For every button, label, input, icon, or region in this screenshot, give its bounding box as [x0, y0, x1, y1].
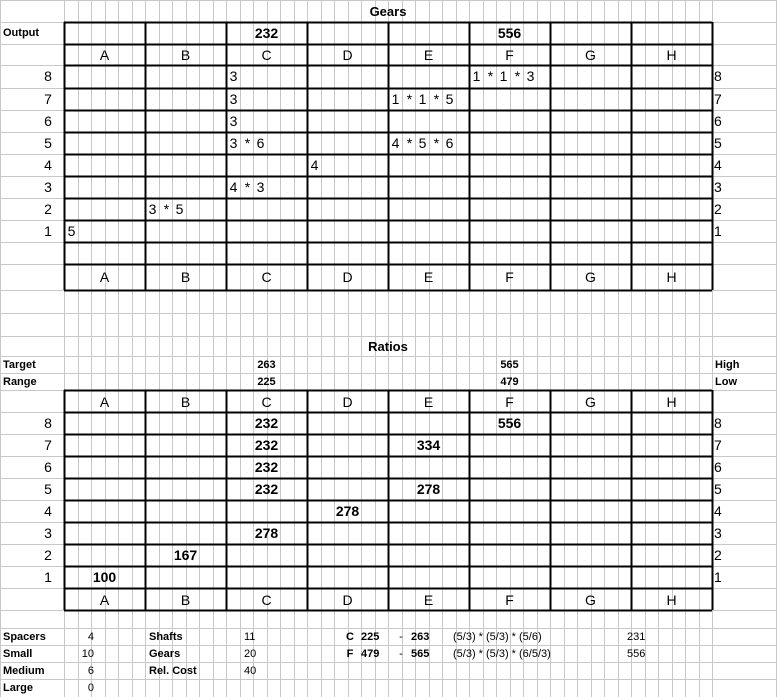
ratios-col-footer: F — [505, 592, 514, 608]
ratio-value: 232 — [254, 481, 279, 497]
ratios-row-label-left: 2 — [44, 547, 52, 563]
ratios-row-label-left: 6 — [44, 459, 52, 475]
gears-row-label-left: 3 — [44, 179, 52, 195]
ratios-row-label-right: 6 — [714, 459, 722, 475]
count-label: Small — [3, 648, 33, 660]
ratios-row-label-right: 2 — [714, 547, 722, 563]
ratios-col-footer: E — [423, 592, 434, 608]
ratios-col-header: D — [342, 394, 353, 410]
count-value: 0 — [87, 682, 94, 694]
gears-col-header: H — [666, 47, 677, 63]
ratios-col-header: G — [585, 394, 596, 410]
ratio-value: 334 — [416, 437, 441, 453]
gear-token: 3 — [229, 91, 238, 107]
ratio-value: 100 — [92, 569, 117, 585]
output-label: Output — [3, 27, 40, 39]
gear-token: * — [163, 201, 170, 217]
gear-token: 5 — [175, 201, 184, 217]
gear-token: 5 — [418, 135, 427, 151]
ratios-col-header: B — [180, 394, 191, 410]
output-value-c: 232 — [254, 25, 279, 41]
ratios-row-label-left: 8 — [44, 415, 52, 431]
gear-token: 1 — [499, 68, 508, 84]
ratios-col-footer: A — [99, 592, 110, 608]
gears-col-footer: D — [342, 269, 353, 285]
ratio-value: 232 — [254, 459, 279, 475]
total-value: 20 — [244, 648, 257, 660]
ratios-row-label-right: 8 — [714, 415, 722, 431]
ratios-row-label-right: 4 — [714, 503, 722, 519]
gears-row-label-right: 3 — [714, 179, 722, 195]
ratios-col-footer: H — [666, 592, 677, 608]
target-label: Target — [3, 359, 36, 371]
gear-token: * — [406, 135, 413, 151]
gears-col-footer: E — [423, 269, 434, 285]
high-label: High — [715, 359, 740, 371]
total-label: Shafts — [149, 631, 183, 643]
gear-token: 1 — [472, 68, 481, 84]
total-value: 11 — [244, 631, 256, 643]
ratios-row-label-right: 1 — [714, 569, 722, 585]
ratios-row-label-right: 7 — [714, 437, 722, 453]
count-label: Spacers — [3, 631, 46, 643]
formula-col: C — [346, 631, 354, 643]
ratios-row-label-right: 3 — [714, 525, 722, 541]
ratios-col-footer: D — [342, 592, 353, 608]
ratio-value: 167 — [173, 547, 198, 563]
range-value-c: 225 — [257, 376, 276, 388]
gears-col-footer: B — [180, 269, 191, 285]
ratio-value: 278 — [416, 481, 441, 497]
total-value: 40 — [244, 665, 257, 677]
gear-token: 5 — [67, 223, 76, 239]
formula-col: F — [346, 648, 354, 660]
gear-token: 6 — [445, 135, 454, 151]
ratios-col-header: E — [423, 394, 434, 410]
ratios-row-label-left: 4 — [44, 503, 52, 519]
formula-high: 565 — [411, 648, 430, 660]
gears-row-label-left: 4 — [44, 157, 52, 173]
ratio-value: 556 — [497, 415, 522, 431]
gears-row-label-right: 1 — [714, 223, 722, 239]
gears-col-header: B — [180, 47, 191, 63]
ratios-col-footer: B — [180, 592, 191, 608]
formula-low: 225 — [361, 631, 380, 643]
gear-token: * — [433, 91, 440, 107]
formula-expr: (5/3) * (5/3) * (5/6) — [453, 631, 542, 643]
gears-row-label-left: 5 — [44, 135, 52, 151]
count-label: Medium — [3, 665, 45, 677]
gears-col-footer: F — [505, 269, 514, 285]
gear-token: * — [487, 68, 494, 84]
gears-col-header: C — [261, 47, 272, 63]
gear-token: 3 — [526, 68, 535, 84]
count-label: Large — [3, 682, 33, 694]
gear-token: 3 — [229, 68, 238, 84]
gears-row-label-right: 8 — [714, 68, 722, 84]
gears-row-label-left: 6 — [44, 113, 52, 129]
ratios-col-footer: C — [261, 592, 272, 608]
ratios-row-label-left: 1 — [44, 569, 52, 585]
count-value: 4 — [87, 631, 94, 643]
gears-row-label-right: 2 — [714, 201, 722, 217]
gear-token: 4 — [310, 157, 319, 173]
ratios-col-header: F — [505, 394, 514, 410]
gear-token: 4 — [229, 179, 238, 195]
gear-token: 5 — [445, 91, 454, 107]
gear-token: 1 — [391, 91, 400, 107]
gears-row-label-right: 5 — [714, 135, 722, 151]
gear-token: 3 — [256, 179, 265, 195]
gears-col-footer: H — [666, 269, 677, 285]
output-value-f: 556 — [497, 25, 522, 41]
gears-col-header: G — [585, 47, 596, 63]
ratio-value: 278 — [254, 525, 279, 541]
gear-token: 3 — [229, 113, 238, 129]
gears-row-label-left: 8 — [44, 68, 52, 84]
gears-col-footer: C — [261, 269, 272, 285]
gear-token: 3 — [229, 135, 238, 151]
ratios-col-header: H — [666, 394, 677, 410]
gears-col-footer: G — [585, 269, 596, 285]
ratio-value: 232 — [254, 415, 279, 431]
ratios-row-label-left: 5 — [44, 481, 52, 497]
formula-high: 263 — [411, 631, 430, 643]
formula-dash: - — [399, 631, 403, 643]
gears-title: Gears — [369, 4, 407, 19]
gears-row-label-left: 7 — [44, 91, 52, 107]
ratios-title: Ratios — [368, 339, 408, 354]
gear-token: * — [514, 68, 521, 84]
gear-token: 1 — [418, 91, 427, 107]
formula-low: 479 — [361, 648, 380, 660]
ratios-row-label-right: 5 — [714, 481, 722, 497]
range-value-f: 479 — [500, 376, 519, 388]
gears-col-header: F — [505, 47, 514, 63]
formula-expr: (5/3) * (5/3) * (6/5/3) — [453, 648, 551, 660]
ratios-row-label-left: 3 — [44, 525, 52, 541]
gears-row-label-right: 4 — [714, 157, 722, 173]
target-value-f: 565 — [500, 359, 519, 371]
gear-token: * — [244, 179, 251, 195]
gear-token: 6 — [256, 135, 265, 151]
low-label: Low — [715, 376, 737, 388]
gear-token: * — [433, 135, 440, 151]
formula-result: 556 — [627, 648, 646, 660]
gears-row-label-right: 6 — [714, 113, 722, 129]
gears-row-label-left: 1 — [44, 223, 52, 239]
ratios-col-footer: G — [585, 592, 596, 608]
gears-row-label-right: 7 — [714, 91, 722, 107]
gears-col-footer: A — [99, 269, 110, 285]
ratios-col-header: A — [99, 394, 110, 410]
gears-row-label-left: 2 — [44, 201, 52, 217]
formula-dash: - — [399, 648, 403, 660]
ratios-col-header: C — [261, 394, 272, 410]
gear-token: 4 — [391, 135, 400, 151]
gears-col-header: E — [423, 47, 434, 63]
gear-token: 3 — [148, 201, 157, 217]
gear-token: * — [244, 135, 251, 151]
gear-token: * — [406, 91, 413, 107]
range-label: Range — [3, 376, 37, 388]
gears-col-header: D — [342, 47, 353, 63]
ratio-value: 278 — [335, 503, 360, 519]
formula-result: 231 — [627, 631, 646, 643]
gears-col-header: A — [99, 47, 110, 63]
total-label: Rel. Cost — [149, 665, 197, 677]
total-label: Gears — [149, 648, 181, 660]
ratio-value: 232 — [254, 437, 279, 453]
count-value: 10 — [81, 648, 94, 660]
target-value-c: 263 — [257, 359, 276, 371]
ratios-row-label-left: 7 — [44, 437, 52, 453]
count-value: 6 — [87, 665, 94, 677]
